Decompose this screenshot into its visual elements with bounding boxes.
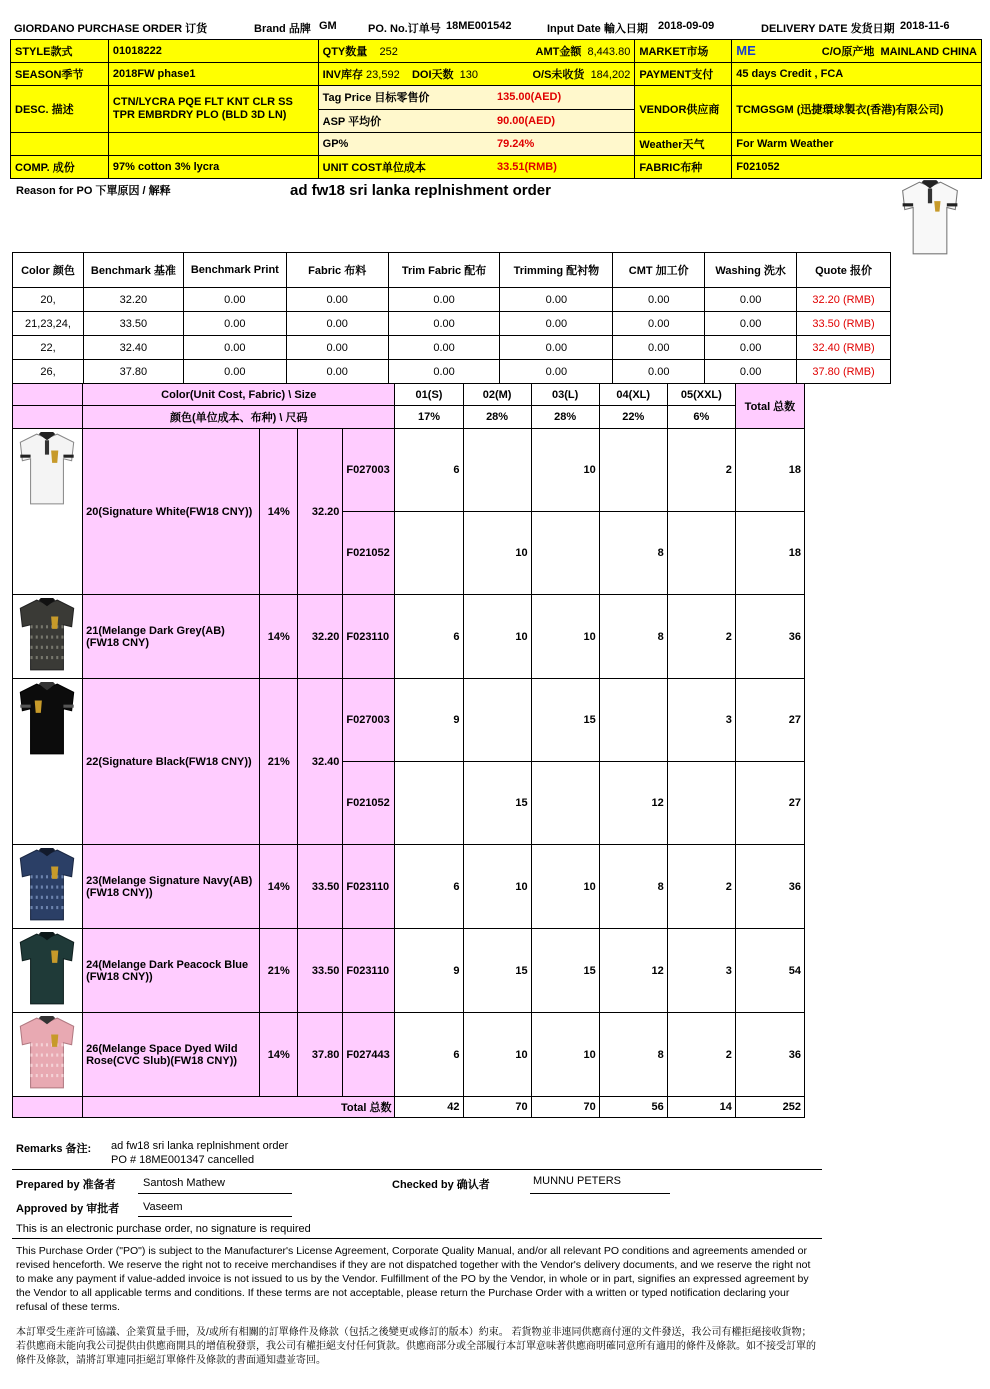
fabric-code: F027003 [343,429,395,512]
size-breakdown-table [12,383,805,1118]
quote-cell: 37.80 (RMB) [797,360,891,384]
size-head-1: Color(Unit Cost, Fabric) \ Size [83,384,395,406]
qty-cell: 15 [531,929,599,1013]
os-cell: O/S未收货 184,202 [493,63,635,86]
qty-value: 252 [379,46,398,58]
size-header-row-1 [13,384,805,406]
col-benchmark: Benchmark 基准 [83,253,183,288]
table-row [13,336,891,360]
shirt-cell [13,929,83,1013]
color-name: 24(Melange Dark Peacock Blue (FW18 CNY)) [83,929,260,1013]
table-row [13,360,891,384]
col-fabric: Fabric 布料 [286,253,388,288]
cell: 0.00 [286,360,388,384]
comp-label: COMP. 成份 [11,156,109,179]
qty-cell: 12 [599,929,667,1013]
qty-cell [463,679,531,762]
size-name: 05(XXL) [667,384,735,406]
qty-cell: 6 [395,429,463,512]
size-total: 14 [667,1097,735,1118]
cell: 0.00 [613,288,705,312]
electronic-note: This is an electronic purchase order, no signature is required [16,1223,311,1235]
total-head: Total 总数 [735,384,804,429]
size-head-2: 颜色(单位成本、布种) \ 尺码 [83,406,395,429]
cost-table-header-row [13,253,891,288]
size-name: 01(S) [395,384,463,406]
vendor-value: TCMGSGM (迅捷環球製衣(香港)有限公司) [732,86,982,133]
delivery-date: 2018-11-6 [900,20,950,32]
qty-cell: 8 [599,845,667,929]
input-date-label: Input Date 輸入日期 [547,23,648,35]
quote-cell: 33.50 (RMB) [797,312,891,336]
col-benchmark-print: Benchmark Print [183,253,286,288]
table-row [13,1013,805,1097]
qty-cell: 10 [531,1013,599,1097]
cell: 21,23,24, [13,312,84,336]
style-label: STYLE款式 [11,40,109,63]
shirt-cell [13,595,83,679]
qty-cell: 15 [463,929,531,1013]
cell: 0.00 [500,360,613,384]
row-total: 36 [735,595,804,679]
cost-breakdown-table [12,252,891,384]
qty-cell: 12 [599,762,667,845]
cell: 26, [13,360,84,384]
cell: 33.50 [83,312,183,336]
cell: 32.20 [83,288,183,312]
qty-cell: 10 [463,845,531,929]
prepared-underline [138,1193,292,1194]
reason-label: Reason for PO 下單原因 / 解释 [16,185,171,197]
size-name: 02(M) [463,384,531,406]
qty-cell: 8 [599,1013,667,1097]
qty-cell [667,512,735,595]
row-total: 27 [735,762,804,845]
color-name: 21(Melange Dark Grey(AB) (FW18 CNY) [83,595,260,679]
qty-cell: 15 [463,762,531,845]
qty-cell: QTY数量 252 [318,40,493,63]
unit-cost-value: 33.51(RMB) [493,156,635,179]
qty-cell [463,429,531,512]
fabric-code: F023110 [343,595,395,679]
brand-label: Brand 品牌 [254,23,311,35]
row-total: 27 [735,679,804,762]
cell: 0.00 [500,288,613,312]
fabric-code: F027003 [343,679,395,762]
approved-label: Approved by 审批者 [16,1203,120,1215]
weather-value: For Warm Weather [732,133,982,156]
color-pct: 14% [260,845,298,929]
desc-value: CTN/LYCRA PQE FLT KNT CLR SS TPR EMBRDRY PLO (BLD 3D LN) [108,86,318,133]
fabric-label: FABRIC布种 [635,156,732,179]
shirt-black-icon [14,680,80,758]
cell: 0.00 [286,312,388,336]
terms-english: This Purchase Order ("PO") is subject to the Manufacturer's License Agreement, Corporate Quality Manual, and/or all relevant PO conditions and agreements amended or revised henceforth. We reserve the right not to receive merchandises if they are not dispatched together with the Vendor's delivery documents, and we reserve the right not to make any payment if value-added invoice is not issued to us by the Vendor. Fulfillment of the PO by the Vendor, in whole or in part, signifies an expressed agreement by the Vendor to all applicable terms and conditions. If these terms are not acceptable, please return the Purchase Order with a written or typed notification declaring your refusal of these terms. [16,1245,811,1313]
payment-value: 45 days Credit , FCA [732,63,982,86]
color-cost: 33.50 [298,929,343,1013]
qty-cell [531,512,599,595]
input-date: 2018-09-09 [658,20,715,32]
gp-label: GP% [318,133,493,156]
cell: 0.00 [388,336,500,360]
divider [12,1169,822,1170]
market-co-cell: ME C/O原产地 MAINLAND CHINA [732,40,982,63]
cell: 0.00 [705,312,797,336]
cell: 0.00 [388,312,500,336]
color-cost: 33.50 [298,845,343,929]
color-cost: 32.20 [298,429,343,595]
table-row [13,429,805,512]
table-row [13,845,805,929]
qty-cell: 8 [599,595,667,679]
size-header-row-2 [13,406,805,429]
size-total: 56 [599,1097,667,1118]
quote-cell: 32.20 (RMB) [797,288,891,312]
remarks-label: Remarks 备注: [16,1143,92,1155]
comp-value: 97% cotton 3% lycra [108,156,318,179]
shirt-peacock-icon [14,930,80,1008]
tag-value: 135.00(AED) [493,86,635,110]
terms-chinese: 本訂單受生產許可協議、企業質量手冊，及/或所有相關的訂單條件及條款（包括之後變更或修訂的版本）約束。 若貨物並非連同供應商付運的文件發送，我公司有權拒絕接收貨物；若供應商未能向我公司提供由供應商開具的增值稅發票，我公司有權拒絕支付任何貨款。供應商部分或全部履行本訂單意味著供應商明確同意所有適用的條件及條款。如不接受訂單的條件及條款，請將訂單連同拒絕訂單條件及條款的書面通知盡並寄回。 [16,1327,816,1366]
info-table [10,39,982,179]
qty-cell [395,762,463,845]
fabric-code: F021052 [343,762,395,845]
qty-cell [599,429,667,512]
col-trim-fabric: Trim Fabric 配布 [388,253,500,288]
color-pct: 21% [260,929,298,1013]
qty-cell [667,762,735,845]
shirt-navy-icon [14,846,80,924]
cell: 0.00 [183,288,286,312]
col-quote: Quote 报价 [797,253,891,288]
quote-cell: 32.40 (RMB) [797,336,891,360]
qty-cell: 10 [531,845,599,929]
size-name: 04(XL) [599,384,667,406]
col-trimming: Trimming 配衬物 [500,253,613,288]
cell: 0.00 [388,288,500,312]
qty-cell: 2 [667,1013,735,1097]
asp-value: 90.00(AED) [493,109,635,133]
row-total: 18 [735,429,804,512]
po-label: PO. No.订单号 [368,23,441,35]
cell: 0.00 [613,360,705,384]
remarks-line-1: ad fw18 sri lanka replnishment order [111,1140,289,1152]
size-pct: 17% [395,406,463,429]
market-value: ME [736,43,756,58]
style-value: 01018222 [108,40,318,63]
fabric-value: F021052 [732,156,982,179]
shirt-cell [13,429,83,595]
prepared-value: Santosh Mathew [143,1177,225,1189]
unit-cost-label: UNIT COST单位成本 [318,156,493,179]
color-pct: 21% [260,679,298,845]
qty-cell: 9 [395,929,463,1013]
remarks-line-2: PO # 18ME001347 cancelled [111,1154,255,1166]
cell: 0.00 [613,336,705,360]
table-row [13,595,805,679]
qty-cell [531,762,599,845]
size-pct: 28% [463,406,531,429]
qty-cell [395,512,463,595]
size-name: 03(L) [531,384,599,406]
asp-label: ASP 平均价 [318,109,493,133]
cell: 0.00 [705,336,797,360]
cell: 0.00 [388,360,500,384]
grand-total: 252 [735,1097,804,1118]
color-name: 22(Signature Black(FW18 CNY)) [83,679,260,845]
shirt-rose-icon [14,1014,80,1092]
cell: 22, [13,336,84,360]
cell: 0.00 [500,336,613,360]
color-pct: 14% [260,429,298,595]
col-color: Color 颜色 [13,253,84,288]
qty-cell: 10 [463,512,531,595]
qty-cell: 10 [531,429,599,512]
qty-cell: 3 [667,679,735,762]
cell: 37.80 [83,360,183,384]
shirt-cell [13,679,83,845]
checked-value: MUNNU PETERS [533,1175,622,1187]
cell: 0.00 [183,336,286,360]
fabric-code: F023110 [343,845,395,929]
table-row [13,929,805,1013]
qty-cell: 6 [395,595,463,679]
tag-label: Tag Price 目标零售价 [318,86,493,110]
table-row [13,679,805,762]
po-number: 18ME001542 [446,20,512,32]
cell: 0.00 [705,360,797,384]
cell: 20, [13,288,84,312]
cell: 0.00 [183,360,286,384]
co-value: MAINLAND CHINA [880,46,977,58]
shirt-grey-icon [14,596,80,674]
shirt-cell [13,1013,83,1097]
season-label: SEASON季节 [11,63,109,86]
checked-underline [530,1193,670,1194]
total-label: Total 总数 [83,1097,395,1118]
shirt-cell [13,845,83,929]
gp-value: 79.24% [493,133,635,156]
weather-label: Weather天气 [635,133,732,156]
cell: 0.00 [286,288,388,312]
col-cmt: CMT 加工价 [613,253,705,288]
color-name: 26(Melange Space Dyed Wild Rose(CVC Slub)(FW18 CNY)) [83,1013,260,1097]
divider [12,1238,822,1239]
vendor-label: VENDOR供应商 [635,86,732,133]
size-total: 42 [395,1097,463,1118]
po-title: GIORDANO PURCHASE ORDER 订货 [14,23,208,35]
table-row [13,312,891,336]
color-pct: 14% [260,595,298,679]
desc-label: DESC. 描述 [11,86,109,133]
size-pct: 22% [599,406,667,429]
payment-label: PAYMENT支付 [635,63,732,86]
color-cost: 32.40 [298,679,343,845]
qty-cell: 2 [667,429,735,512]
shirt-thumbnail-white [898,178,962,258]
qty-cell: 2 [667,595,735,679]
amt-value: 8,443.80 [587,46,631,58]
qty-cell: 3 [667,929,735,1013]
row-total: 36 [735,1013,804,1097]
color-name: 20(Signature White(FW18 CNY)) [83,429,260,595]
qty-cell: 10 [463,1013,531,1097]
size-total: 70 [463,1097,531,1118]
qty-cell [599,679,667,762]
cell: 0.00 [705,288,797,312]
season-value: 2018FW phase1 [108,63,318,86]
size-pct: 6% [667,406,735,429]
qty-cell: 10 [531,595,599,679]
qty-cell: 6 [395,845,463,929]
fabric-code: F023110 [343,929,395,1013]
fabric-code: F021052 [343,512,395,595]
approved-value: Vaseem [143,1201,183,1213]
market-label: MARKET市场 [635,40,732,63]
col-washing: Washing 洗水 [705,253,797,288]
table-row [13,288,891,312]
qty-cell: 15 [531,679,599,762]
row-total: 18 [735,512,804,595]
delivery-date-label: DELIVERY DATE 发货日期 [761,23,895,35]
qty-cell: 2 [667,845,735,929]
color-cost: 37.80 [298,1013,343,1097]
qty-cell: 6 [395,1013,463,1097]
color-name: 23(Melange Signature Navy(AB) (FW18 CNY)) [83,845,260,929]
color-pct: 14% [260,1013,298,1097]
cell: 32.40 [83,336,183,360]
cell: 0.00 [613,312,705,336]
inv-doi-cell: INV库存 23,592 DOI天数 130 [318,63,493,86]
totals-row [13,1097,805,1118]
qty-cell: 10 [463,595,531,679]
checked-label: Checked by 确认者 [392,1179,490,1191]
amt-cell: AMT金额 8,443.80 [493,40,635,63]
brand-value: GM [319,20,337,32]
shirt-white-icon [14,430,80,508]
approved-underline [138,1216,292,1217]
size-pct: 28% [531,406,599,429]
qty-cell: 9 [395,679,463,762]
cell: 0.00 [286,336,388,360]
size-total: 70 [531,1097,599,1118]
color-cost: 32.20 [298,595,343,679]
prepared-label: Prepared by 准备者 [16,1179,116,1191]
qty-cell: 8 [599,512,667,595]
reason-value: ad fw18 sri lanka replnishment order [290,182,551,199]
fabric-code: F027443 [343,1013,395,1097]
cell: 0.00 [500,312,613,336]
cell: 0.00 [183,312,286,336]
row-total: 54 [735,929,804,1013]
row-total: 36 [735,845,804,929]
